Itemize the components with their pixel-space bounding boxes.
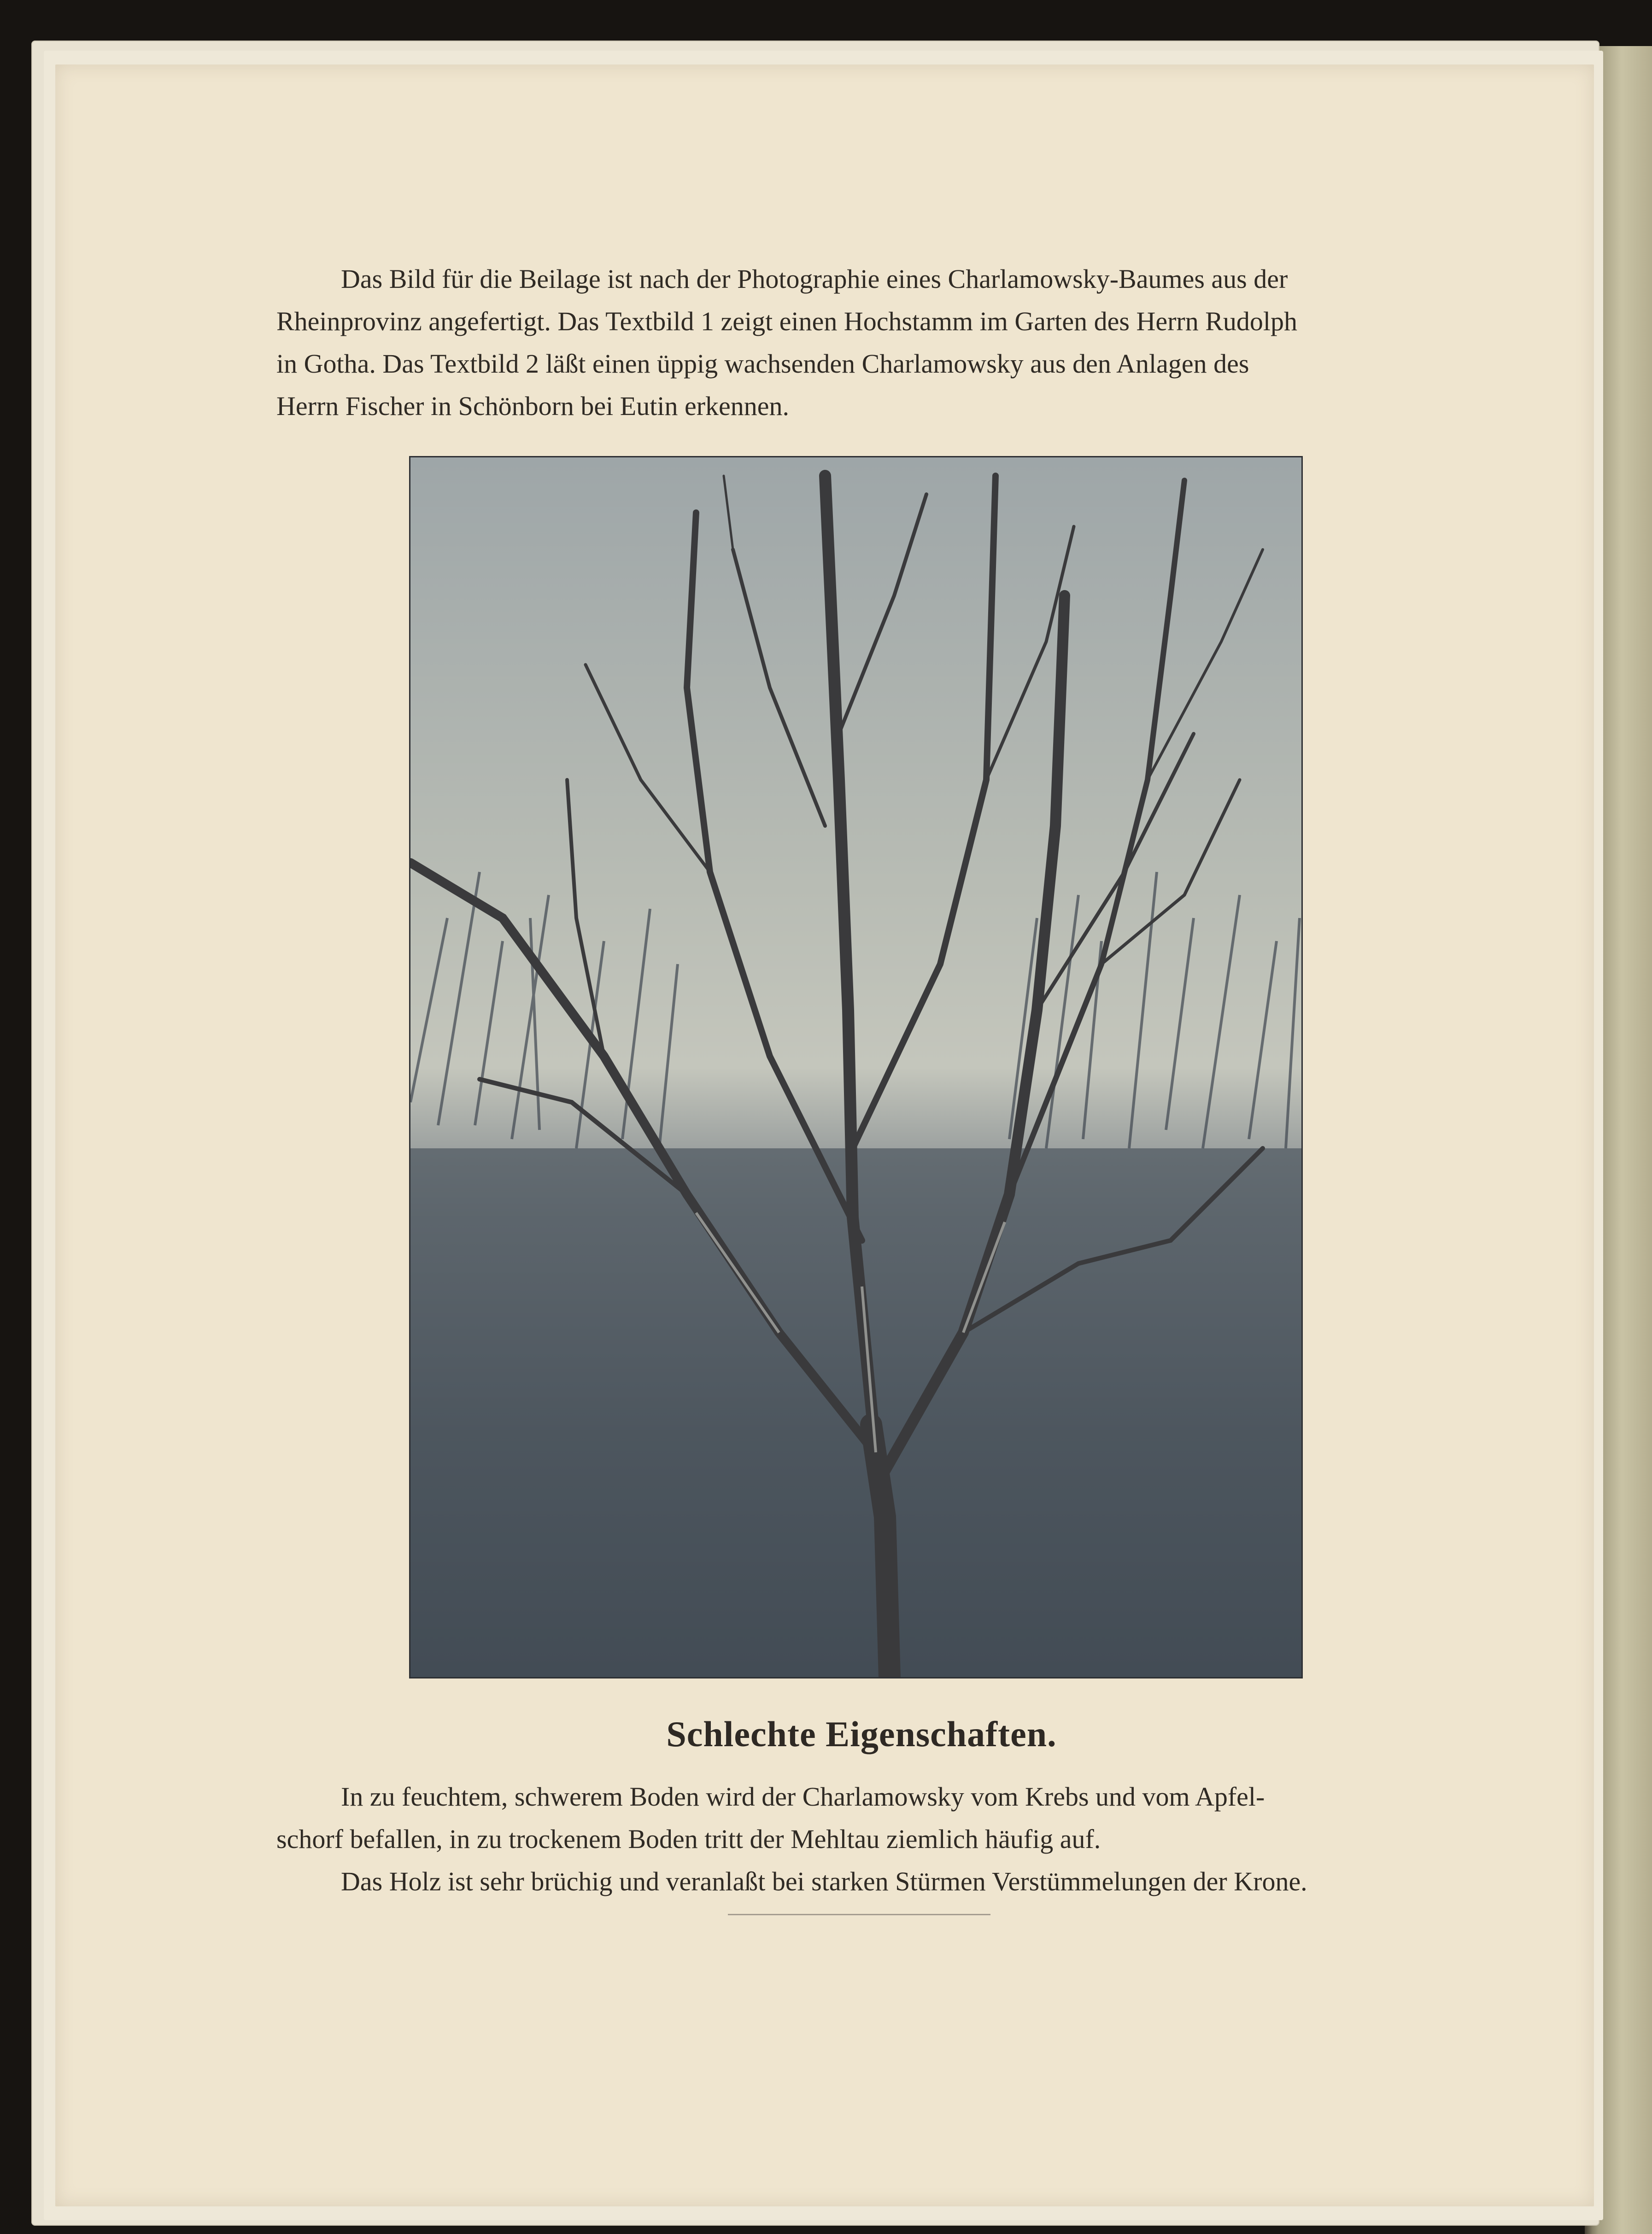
- closing-rule: [728, 1914, 990, 1915]
- intro-line-3: in Gotha. Das Textbild 2 läßt einen üppig wachsenden Charlamowsky aus den Anlagen des: [276, 349, 1249, 379]
- book-page: [55, 64, 1594, 2206]
- faults-line-2: schorf befallen, in zu trockenem Boden tritt der Mehltau ziemlich häufig auf.: [276, 1824, 1101, 1854]
- intro-line-1: Das Bild für die Beilage ist nach der Photographie eines Charlamowsky-Baumes aus der: [341, 264, 1288, 294]
- faults-line-3: Das Holz ist sehr brüchig und veranlaßt bei starken Stürmen Verstümmelungen der Krone.: [341, 1866, 1307, 1896]
- bare-tree-photo-image: [410, 457, 1301, 1677]
- intro-line-2: Rheinprovinz angefertigt. Das Textbild 1 zeigt einen Hochstamm im Garten des Herrn Rudolph: [276, 306, 1298, 336]
- intro-line-4: Herrn Fischer in Schönborn bei Eutin erkennen.: [276, 391, 789, 421]
- tree-photograph: [409, 456, 1303, 1678]
- intro-paragraph: [276, 258, 1428, 427]
- section-heading: Schlechte Eigenschaften.: [666, 1714, 1057, 1754]
- faults-paragraph: [276, 1776, 1430, 1903]
- faults-line-1: In zu feuchtem, schwerem Boden wird der Charlamowsky vom Krebs und vom Apfel-: [341, 1782, 1265, 1812]
